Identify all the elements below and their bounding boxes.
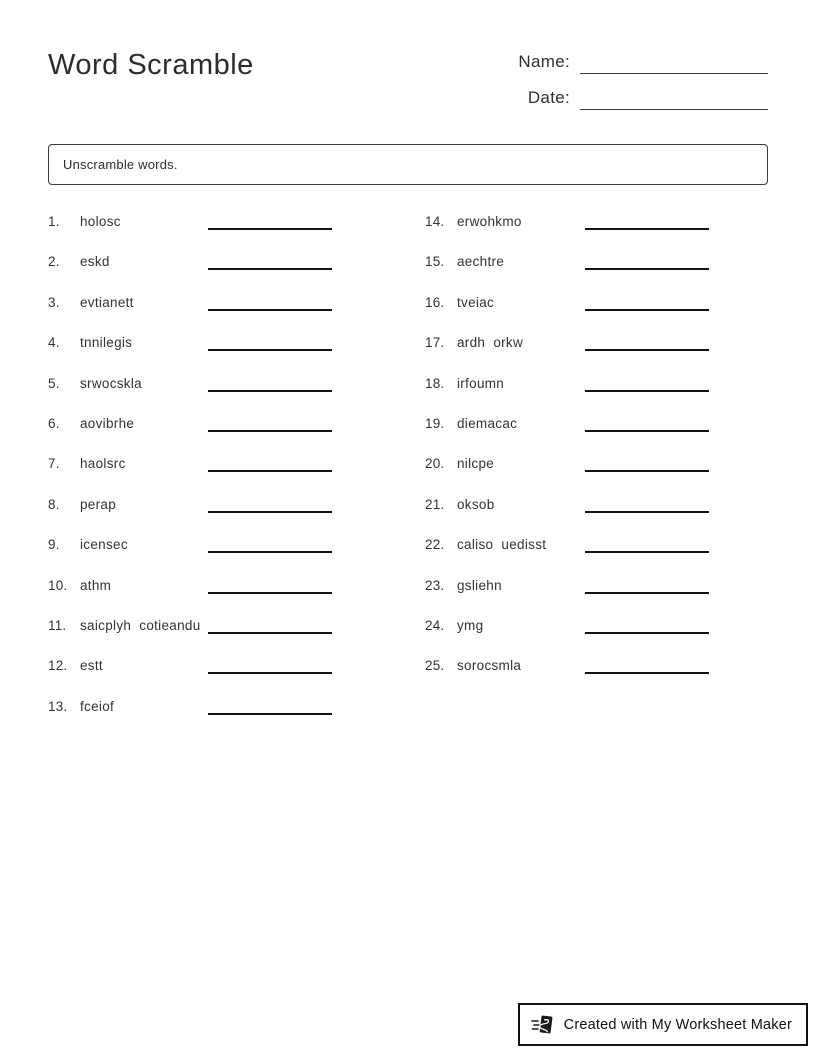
scrambled-word: ymg [457, 617, 484, 633]
page-header [0, 0, 816, 110]
answer-blank-line [585, 349, 709, 351]
item-number: 11. [48, 617, 67, 633]
answer-blank-line [208, 228, 332, 230]
item-number: 16. [425, 294, 445, 310]
item-number: 6. [48, 415, 60, 431]
item-number: 18. [425, 375, 445, 391]
item-number: 10. [48, 577, 68, 593]
scrambled-word: eskd [80, 254, 110, 270]
answer-blank-line [208, 713, 332, 715]
answer-blank-line [585, 672, 709, 674]
answer-blank-line [585, 511, 709, 513]
item-number: 22. [425, 537, 445, 553]
word-list [0, 214, 816, 739]
word-item [425, 456, 709, 496]
item-number: 23. [425, 577, 445, 593]
word-item [48, 376, 332, 416]
item-number: 21. [425, 496, 445, 512]
scrambled-word: nilcpe [457, 456, 495, 472]
word-item [425, 214, 709, 254]
answer-blank-line [585, 430, 709, 432]
page-title: Word Scramble [48, 49, 254, 81]
answer-blank-line [585, 309, 709, 311]
item-number: 4. [48, 335, 60, 351]
scrambled-word: srwocskla [80, 375, 142, 391]
scrambled-word: ardh orkw [457, 335, 524, 351]
word-item [48, 578, 332, 618]
answer-blank-line [585, 228, 709, 230]
item-number: 20. [425, 456, 445, 472]
scrambled-word: caliso uedisst [457, 537, 547, 553]
date-row [518, 88, 768, 110]
scrambled-word: tveiac [457, 294, 495, 310]
answer-blank-line [208, 430, 332, 432]
word-item [425, 537, 709, 577]
scrambled-word: gsliehn [457, 577, 502, 593]
instruction-box [48, 144, 768, 185]
word-column-left [48, 214, 332, 739]
scrambled-word: aechtre [457, 254, 505, 270]
scrambled-word: tnnilegis [80, 335, 133, 351]
item-number: 25. [425, 658, 445, 674]
word-item [48, 456, 332, 496]
item-number: 14. [425, 214, 445, 229]
answer-blank-line [585, 470, 709, 472]
name-row [518, 52, 768, 74]
answer-blank-line [208, 309, 332, 311]
word-item [425, 376, 709, 416]
answer-blank-line [208, 470, 332, 472]
word-item [48, 497, 332, 537]
item-number: 19. [425, 415, 445, 431]
item-number: 7. [48, 456, 60, 472]
answer-blank-line [208, 390, 332, 392]
word-item [425, 497, 709, 537]
scrambled-word: erwohkmo [457, 214, 522, 229]
name-blank-line [580, 52, 768, 74]
date-label: Date: [527, 88, 570, 107]
item-number: 24. [425, 617, 445, 633]
scrambled-word: athm [80, 577, 112, 593]
word-item [48, 416, 332, 456]
scrambled-word: holosc [80, 214, 121, 229]
answer-blank-line [585, 592, 709, 594]
answer-blank-line [208, 349, 332, 351]
word-item [48, 658, 332, 698]
item-number: 9. [48, 537, 60, 553]
word-item [48, 254, 332, 294]
item-number: 13. [48, 698, 68, 714]
scrambled-word: oksob [457, 496, 495, 512]
answer-blank-line [208, 268, 332, 270]
item-number: 12. [48, 658, 68, 674]
worksheet-maker-logo-icon [530, 1012, 556, 1038]
word-item [48, 335, 332, 375]
answer-blank-line [208, 551, 332, 553]
scrambled-word: icensec [80, 537, 128, 553]
scrambled-word: sorocsmla [457, 658, 522, 674]
instruction-text: Unscramble words. [63, 157, 178, 172]
word-item [48, 618, 332, 658]
item-number: 3. [48, 294, 60, 310]
scrambled-word: saicplyh cotieandu [80, 617, 201, 633]
answer-blank-line [208, 511, 332, 513]
word-column-right [425, 214, 709, 739]
answer-blank-line [585, 390, 709, 392]
scrambled-word: fceiof [80, 698, 115, 714]
answer-blank-line [585, 632, 709, 634]
item-number: 8. [48, 496, 60, 512]
word-item [425, 254, 709, 294]
answer-blank-line [208, 592, 332, 594]
scrambled-word: irfoumn [457, 375, 505, 391]
item-number: 1. [48, 214, 60, 229]
date-blank-line [580, 88, 768, 110]
item-number: 15. [425, 254, 445, 270]
word-item [425, 295, 709, 335]
footer-badge-text: Created with My Worksheet Maker [563, 1016, 792, 1033]
answer-blank-line [208, 632, 332, 634]
scrambled-word: haolsrc [80, 456, 126, 472]
scrambled-word: evtianett [80, 294, 134, 310]
name-label: Name: [518, 52, 570, 71]
item-number: 2. [48, 254, 60, 270]
name-date-block [518, 52, 768, 110]
word-item [425, 335, 709, 375]
word-item [425, 416, 709, 456]
word-item [48, 537, 332, 577]
scrambled-word: aovibrhe [80, 415, 135, 431]
word-item [425, 658, 709, 698]
item-number: 5. [48, 375, 60, 391]
answer-blank-line [208, 672, 332, 674]
word-item [425, 618, 709, 658]
item-number: 17. [425, 335, 445, 351]
word-item [48, 214, 332, 254]
scrambled-word: estt [80, 658, 103, 674]
word-item [425, 578, 709, 618]
scrambled-word: diemacac [457, 415, 518, 431]
word-item [48, 699, 332, 739]
scrambled-word: perap [80, 496, 117, 512]
answer-blank-line [585, 551, 709, 553]
answer-blank-line [585, 268, 709, 270]
word-item [48, 295, 332, 335]
footer-badge [518, 1003, 808, 1046]
